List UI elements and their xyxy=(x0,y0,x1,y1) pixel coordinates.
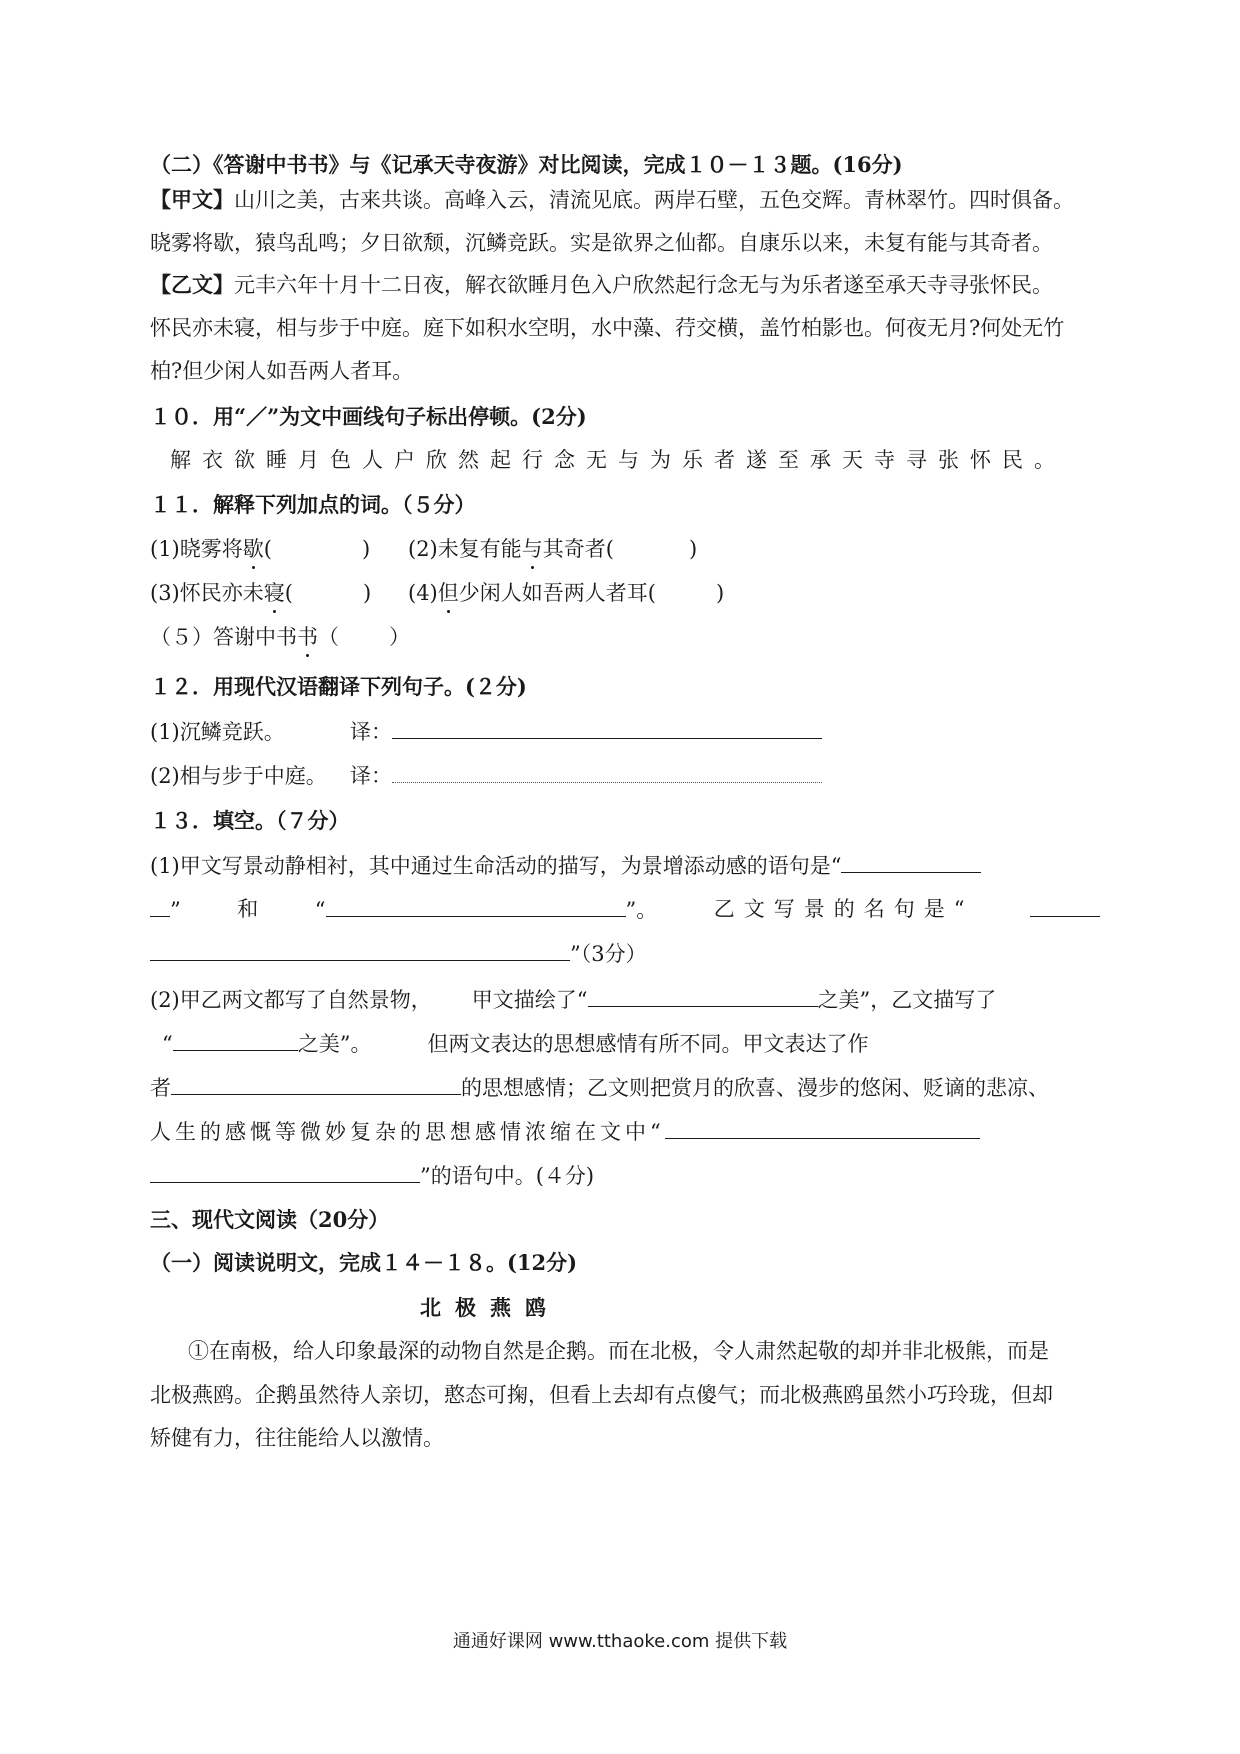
question-13-part-2-line: (2)甲乙两文都写了自然景物， 甲文描绘了“ 之美”，乙文描写了 xyxy=(150,984,996,1014)
dotted-word: 但 xyxy=(438,578,459,608)
passage-jia-line: 晓雾将歇，猿鸟乱鸣；夕日欲颓，沉鳞竞跃。实是欲界之仙都。自康乐以来，未复有能与其奇者。 xyxy=(150,231,1053,255)
question-11-item-2: (2)未复有能与其奇者( ) xyxy=(408,534,697,564)
question-13-title: １３．填空。（７分） xyxy=(150,808,350,833)
passage-label: 【甲文】 xyxy=(150,187,234,212)
question-12-item-2: (2)相与步于中庭。 译： xyxy=(150,760,822,790)
passage-label: 【乙文】 xyxy=(150,272,234,297)
article-paragraph-line: 北极燕鸥。企鹅虽然待人亲切，憨态可掬，但看上去却有点傻气；而北极燕鸥虽然小巧玲珑，但却 xyxy=(150,1383,1053,1407)
translate-label: 译： xyxy=(350,720,392,744)
question-13-part-2-line: ”的语句中。(４分) xyxy=(150,1160,594,1190)
question-12-title: １２．用现代汉语翻译下列句子。(２分) xyxy=(150,674,527,699)
answer-blank[interactable] xyxy=(150,1160,420,1183)
answer-blank[interactable] xyxy=(173,1028,298,1051)
question-10-title: １０．用“／”为文中画线句子标出停顿。(2分) xyxy=(150,404,587,429)
translation-blank[interactable] xyxy=(392,716,822,739)
answer-blank[interactable] xyxy=(150,938,570,961)
question-11-title: １１．解释下列加点的词。（５分） xyxy=(150,492,476,517)
passage-text: 山川之美，古来共谈。高峰入云，清流见底。两岸石壁，五色交辉。青林翠竹。四时俱备。 xyxy=(234,188,1074,212)
question-13-part-1-line: ” 和 “ ”。 乙文写景的名句是“ xyxy=(150,894,1100,924)
question-10-sentence: 解衣欲睡月色人户欣然起行念无与为乐者遂至承天寺寻张怀民。 xyxy=(170,448,1066,472)
question-11-item-3: (3)怀民亦未寝( ) xyxy=(150,578,371,608)
dotted-word: 与 xyxy=(522,534,543,564)
section-heading: （二）《答谢中书书》与《记承天寺夜游》对比阅读，完成１０－１３题。(16分) xyxy=(150,152,903,177)
question-11-item-1: (1)晓雾将歇( ) xyxy=(150,534,370,564)
sub-section-heading: （一）阅读说明文，完成１４－１８。(12分) xyxy=(150,1250,578,1275)
question-13-part-1-line: (1)甲文写景动静相衬，其中通过生命活动的描写，为景增添动感的语句是“ xyxy=(150,850,981,880)
answer-blank[interactable] xyxy=(588,984,818,1007)
footer-text: 通通好课网 www.tthaoke.com 提供下载 xyxy=(452,1631,788,1652)
question-13-part-2-line: “ 之美”。 但两文表达的思想感情有所不同。甲文表达了作 xyxy=(162,1028,869,1058)
answer-blank[interactable] xyxy=(665,1116,980,1139)
section-heading: 三、现代文阅读（20分） xyxy=(150,1207,390,1232)
question-11-item-4: (4)但少闲人如吾两人者耳( ) xyxy=(408,578,724,608)
question-13-part-2-line: 人生的感慨等微妙复杂的思想感情浓缩在文中“ xyxy=(150,1116,980,1146)
dotted-word: 书 xyxy=(297,622,318,652)
dotted-word: 寝 xyxy=(264,578,285,608)
passage-yi-line xyxy=(150,270,1053,300)
article-paragraph-line: ①在南极，给人印象最深的动物自然是企鹅。而在北极，令人肃然起敬的却并非北极熊，而是 xyxy=(188,1339,1049,1363)
answer-blank[interactable] xyxy=(841,850,981,873)
passage-yi-line: 柏?但少闲人如吾两人者耳。 xyxy=(150,359,414,383)
passage-yi-line: 怀民亦未寝，相与步于中庭。庭下如积水空明，水中藻、荇交横，盖竹柏影也。何夜无月?何处无竹 xyxy=(150,316,1065,340)
article-title: 北极燕鸥 xyxy=(420,1295,560,1320)
answer-blank[interactable] xyxy=(1030,894,1100,917)
answer-blank[interactable] xyxy=(171,1072,461,1095)
translate-label: 译： xyxy=(350,764,392,788)
question-12-item-1: (1)沉鳞竞跃。 译： xyxy=(150,716,822,746)
dotted-word: 歇 xyxy=(243,534,264,564)
question-13-part-2-line: 者 的思想感情；乙文则把赏月的欣喜、漫步的悠闲、贬谪的悲凉、 xyxy=(150,1072,1049,1102)
answer-blank[interactable] xyxy=(326,894,626,917)
passage-text: 元丰六年十月十二日夜，解衣欲睡月色入户欣然起行念无与为乐者遂至承天寺寻张怀民。 xyxy=(234,273,1053,297)
answer-blank[interactable] xyxy=(150,894,170,917)
article-paragraph-line: 矫健有力，往往能给人以激情。 xyxy=(150,1426,444,1450)
passage-jia-line xyxy=(150,185,1074,215)
question-13-part-1-line: ”（3分） xyxy=(150,938,647,968)
question-11-item-5: （５）答谢中书书（ ） xyxy=(150,622,410,652)
translation-blank[interactable] xyxy=(392,760,822,783)
